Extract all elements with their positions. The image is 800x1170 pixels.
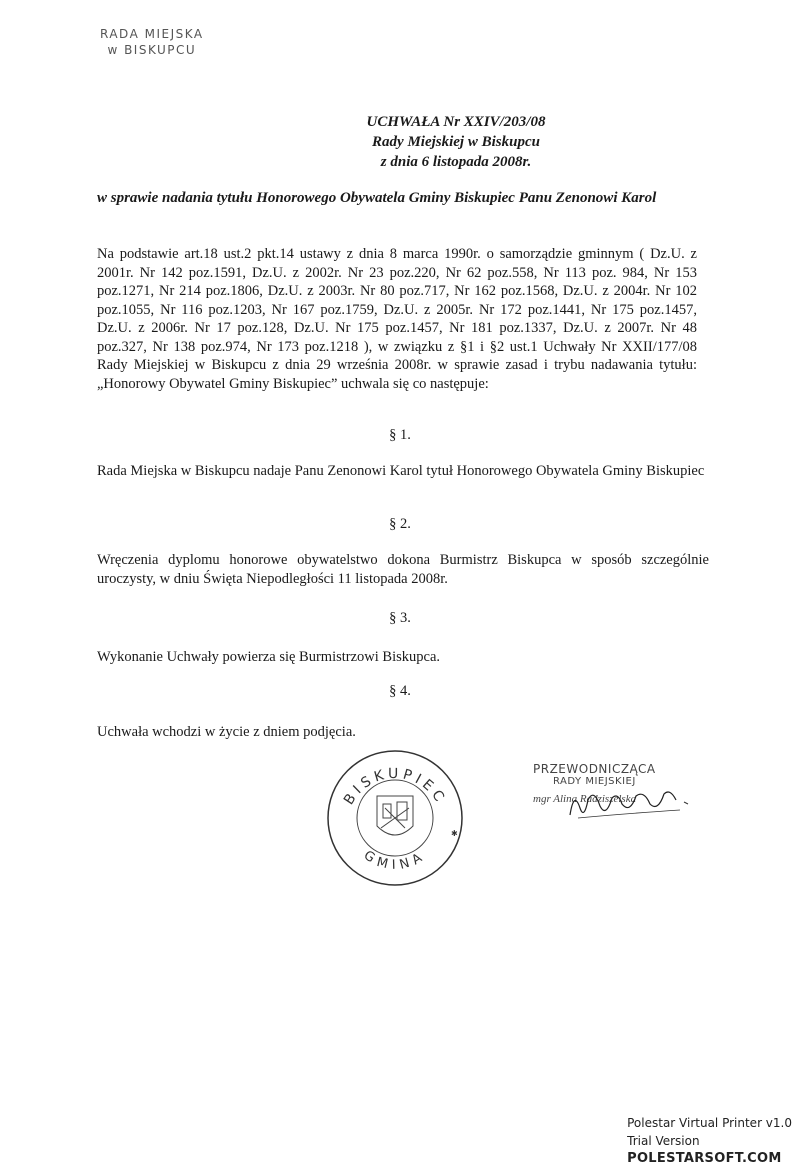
stamp-line-2: w BISKUPCU bbox=[107, 43, 197, 57]
resolution-council: Rady Miejskiej w Biskupcu bbox=[372, 134, 540, 150]
watermark-brand: POLESTARSOFT.COM bbox=[627, 1151, 782, 1166]
printer-watermark bbox=[627, 1114, 792, 1168]
section-1-text: Rada Miejska w Biskupcu nadaje Panu Zenonowi Karol tytuł Honorowego Obywatela Gminy Biskupiec bbox=[97, 463, 705, 479]
resolution-subject: w sprawie nadania tytułu Honorowego Obywatela Gminy Biskupiec Panu Zenonowi Karol bbox=[97, 190, 657, 206]
municipality-seal bbox=[325, 748, 465, 888]
handwritten-signature bbox=[560, 770, 690, 830]
resolution-title: UCHWAŁA Nr XXIV/203/08 bbox=[366, 114, 546, 130]
council-stamp bbox=[100, 26, 204, 58]
seal-top-text: BISKUPIEC bbox=[340, 765, 450, 808]
seal-bottom-text: GMINA bbox=[360, 848, 430, 874]
signature-council: RADY MIEJSKIEJ bbox=[553, 776, 636, 787]
seal-star-icon: ✱ bbox=[451, 829, 458, 838]
signature-name: mgr Alina Radziszelska bbox=[533, 793, 637, 805]
section-4-text: Uchwała wchodzi w życie z dniem podjęcia. bbox=[97, 724, 356, 740]
resolution-heading bbox=[300, 112, 612, 172]
section-2-mark: § 2. bbox=[389, 516, 411, 532]
section-3-mark: § 3. bbox=[389, 610, 411, 626]
resolution-date: z dnia 6 listopada 2008r. bbox=[380, 154, 532, 170]
signature-role: PRZEWODNICZĄCA bbox=[533, 762, 656, 776]
section-1-mark: § 1. bbox=[389, 427, 411, 443]
stamp-line-1: RADA MIEJSKA bbox=[100, 27, 204, 41]
coat-of-arms-icon bbox=[377, 796, 413, 835]
section-3-text: Wykonanie Uchwały powierza się Burmistrzowi Biskupca. bbox=[97, 649, 441, 665]
watermark-line-1: Polestar Virtual Printer v1.0 bbox=[627, 1116, 792, 1130]
preamble-paragraph: Na podstawie art.18 ust.2 pkt.14 ustawy z dnia 8 marca 1990r. o samorządzie gminnym ( Dz.U. z 2001r. Nr 142 poz.1591, Dz.U. z 2002r. Nr 23 poz.220, Nr 62 poz.558, Nr 113 poz. 984, Nr 153 poz.1271, Nr 214 poz.1806, Dz.U. z 2003r. Nr 80 poz.717, Nr 162 poz.1568, Dz.U. z 2004r. Nr 102 poz.1055, Nr 116 poz.1203, Nr 167 poz.1759, Dz.U. z 2005r. Nr 172 poz.1441, Nr 175 poz.1457, Dz.U. z 2006r. Nr 17 poz.128, Dz.U. Nr 175 poz.1457, Nr 181 poz.1337, Dz.U. z 2007r. Nr 48 poz.327, Nr 138 poz.974, Nr 173 poz.1218 ), w związku z §1 i §2 ust.1 Uchwały Nr XXII/177/08 Rady Miejskiej w Biskupcu z dnia 29 września 2008r. w sprawie zasad i trybu nadawania tytułu: „Honorowy Obywatel Gminy Biskupiec” uchwala się co następuje: bbox=[97, 246, 697, 392]
watermark-line-2: Trial Version bbox=[627, 1134, 700, 1148]
section-4-mark: § 4. bbox=[389, 683, 411, 699]
section-2-text: Wręczenia dyplomu honorowe obywatelstwo dokona Burmistrz Biskupca w sposób szczególnie uroczysty, w dniu Święta Niepodległości 11 listopada 2008r. bbox=[97, 552, 709, 587]
